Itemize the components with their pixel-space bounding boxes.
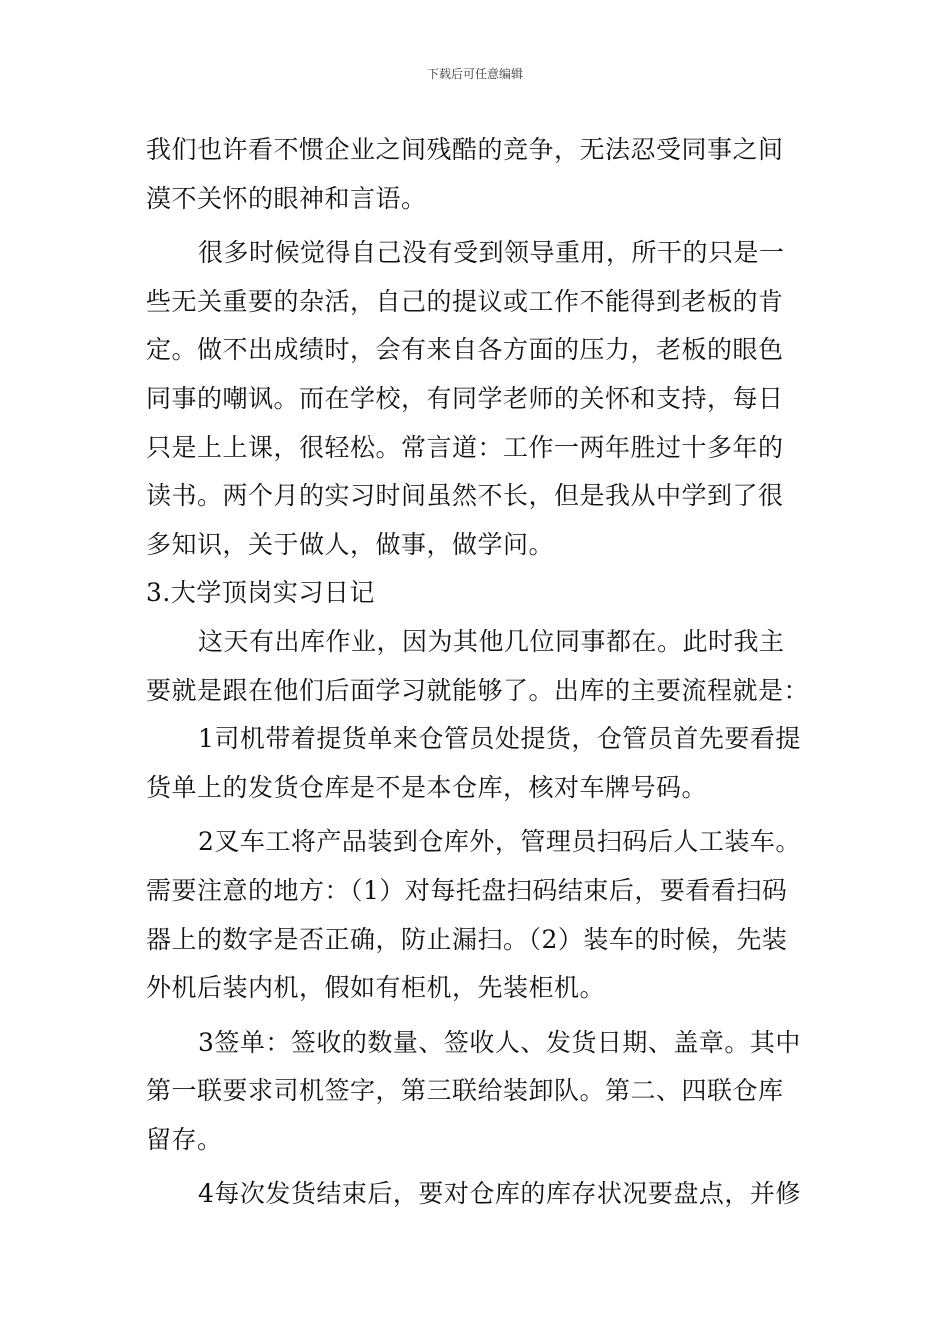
text-line: 多知识，关于做人，做事，做学问。	[146, 529, 555, 559]
document-body	[146, 126, 811, 1219]
text-line: 外机后装内机，假如有柜机，先装柜机。	[146, 973, 606, 1003]
paragraph-start-line: 这天有出库作业，因为其他几位同事都在。此时我主	[198, 626, 785, 656]
text-line: 第一联要求司机签字，第三联给装卸队。第二、四联仓库	[146, 1076, 784, 1106]
text-line: 漠不关怀的眼神和言语。	[146, 183, 427, 213]
text-line: 定。做不出成绩时，会有来自各方面的压力，老板的眼色	[146, 335, 784, 365]
text-line: 同事的嘲讽。而在学校，有同学老师的关怀和支持，每日	[146, 383, 784, 413]
paragraph-start-line: 2叉车工将产品装到仓库外，管理员扫码后人工装车。	[198, 827, 801, 857]
paragraph-start-line: 3签单：签收的数量、签收人、发货日期、盖章。其中	[198, 1027, 801, 1057]
text-line: 留存。	[146, 1124, 223, 1154]
paragraph-start-line: 很多时候觉得自己没有受到领导重用，所干的只是一	[198, 238, 785, 268]
text-line: 货单上的发货仓库是不是本仓库，核对车牌号码。	[146, 772, 708, 802]
text-line: 只是上上课，很轻松。常言道：工作一两年胜过十多年的	[146, 432, 784, 462]
text-line: 需要注意的地方：（1）对每托盘扫码结束后，要看看扫码	[146, 875, 788, 905]
text-line: 器上的数字是否正确，防止漏扫。（2）装车的时候，先装	[146, 924, 788, 954]
page-header: 下载后可任意编辑	[426, 67, 523, 81]
text-line: 些无关重要的杂活，自己的提议或工作不能得到老板的肯	[146, 286, 784, 316]
paragraph-start-line: 1司机带着提货单来仓管员处提货，仓管员首先要看提	[198, 724, 801, 754]
text-line: 读书。两个月的实习时间虽然不长，但是我从中学到了很	[146, 481, 784, 511]
text-line: 我们也许看不惯企业之间残酷的竞争，无法忍受同事之间	[146, 135, 784, 164]
section-heading: 3.大学顶岗实习日记	[146, 578, 375, 608]
text-line: 要就是跟在他们后面学习就能够了。出库的主要流程就是：	[146, 675, 810, 705]
paragraph-start-line: 4每次发货结束后，要对仓库的库存状况要盘点，并修	[198, 1179, 801, 1209]
